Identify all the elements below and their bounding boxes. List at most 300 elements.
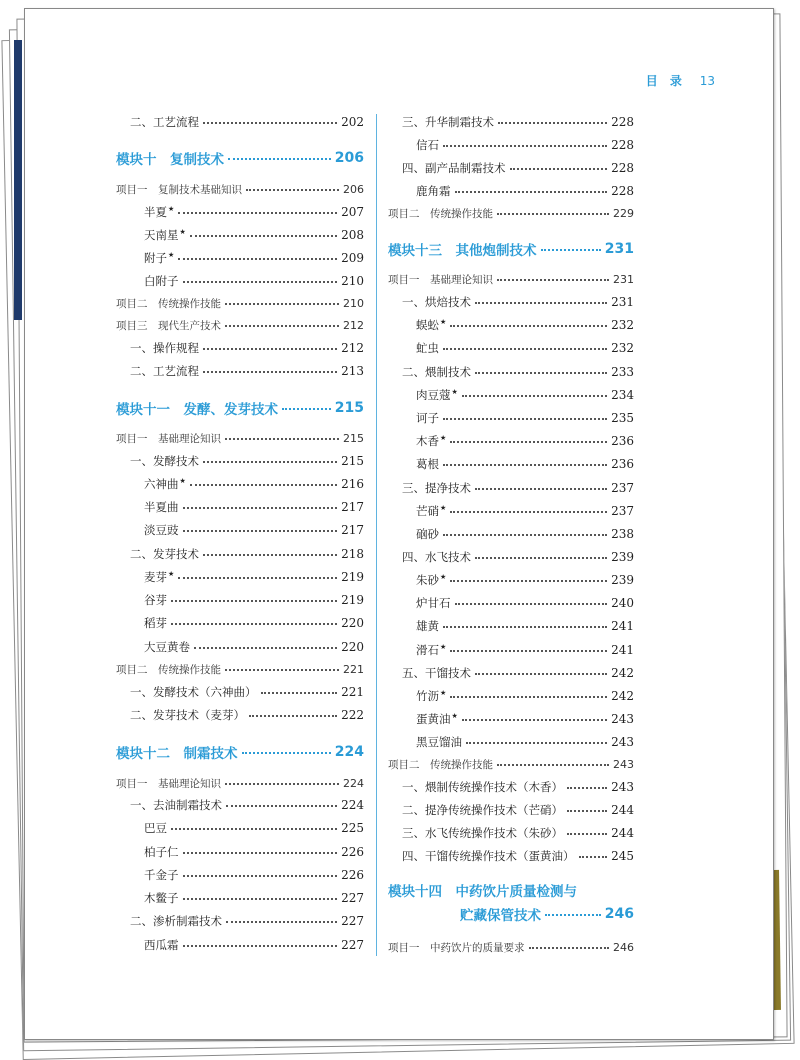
toc-entry-title xyxy=(116,569,174,585)
toc-entry[interactable] xyxy=(388,315,634,335)
toc-entry[interactable] xyxy=(388,663,634,683)
toc-entry-text: 附子 xyxy=(144,251,167,265)
dot-leader xyxy=(225,299,339,305)
toc-entry-text: 木鳖子 xyxy=(144,891,179,905)
star-icon: ★ xyxy=(440,689,447,698)
toc-entry[interactable] xyxy=(116,590,364,610)
toc-entry-title xyxy=(388,410,439,426)
dot-leader xyxy=(455,599,608,605)
toc-entry[interactable] xyxy=(388,338,634,358)
toc-entry[interactable] xyxy=(388,616,634,636)
toc-project-entry[interactable] xyxy=(116,315,364,335)
toc-entry-title xyxy=(388,665,471,681)
dot-leader xyxy=(226,801,337,807)
toc-entry[interactable] xyxy=(388,640,634,660)
toc-page-number: 239 xyxy=(611,550,634,564)
toc-page-number: 241 xyxy=(611,619,634,633)
toc-entry-title xyxy=(388,206,493,221)
dot-leader xyxy=(567,829,607,835)
toc-page-number: 231 xyxy=(613,272,634,286)
toc-page-number: 243 xyxy=(611,712,634,726)
toc-project-entry[interactable] xyxy=(116,428,364,448)
toc-entry[interactable] xyxy=(116,637,364,657)
toc-entry-text: 项目一 基础理论知识 xyxy=(116,777,221,790)
dot-leader xyxy=(443,622,607,628)
toc-page-number: 235 xyxy=(611,411,634,425)
toc-module-entry[interactable] xyxy=(116,146,364,170)
toc-entry[interactable] xyxy=(388,135,634,155)
toc-entry-title xyxy=(116,742,238,762)
toc-page-number: 237 xyxy=(611,481,634,495)
toc-entry-text: 蜈蚣 xyxy=(416,318,439,332)
toc-page-number: 215 xyxy=(334,400,364,416)
toc-entry-title xyxy=(116,296,221,311)
toc-page-number: 221 xyxy=(343,662,364,676)
toc-entry-title xyxy=(116,684,257,700)
toc-entry[interactable] xyxy=(116,497,364,517)
toc-entry-text: 鹿角霜 xyxy=(416,184,451,198)
toc-page-number: 245 xyxy=(611,849,634,863)
toc-entry-title xyxy=(388,114,494,130)
toc-module-entry[interactable] xyxy=(388,237,634,261)
toc-entry[interactable] xyxy=(388,362,634,382)
toc-entry-title xyxy=(388,480,471,496)
toc-project-entry[interactable] xyxy=(116,659,364,679)
dot-leader xyxy=(171,596,337,602)
toc-page-number: 233 xyxy=(611,365,634,379)
star-icon: ★ xyxy=(440,643,447,652)
toc-entry[interactable] xyxy=(388,408,634,428)
toc-entry-text: 雄黄 xyxy=(416,619,439,633)
toc-module-entry[interactable] xyxy=(116,396,364,420)
dot-leader xyxy=(171,824,337,830)
toc-entry[interactable] xyxy=(116,613,364,633)
dot-leader xyxy=(462,715,607,721)
toc-entry-title xyxy=(388,802,563,818)
star-icon: ★ xyxy=(168,205,175,214)
dot-leader xyxy=(450,507,607,513)
toc-entry-title xyxy=(116,476,186,492)
dot-leader xyxy=(183,526,338,532)
toc-entry-title xyxy=(388,317,446,333)
toc-entry-title xyxy=(116,776,221,791)
toc-entry-title xyxy=(388,711,458,727)
toc-entry[interactable] xyxy=(388,777,634,797)
toc-entry[interactable] xyxy=(388,709,634,729)
dot-leader xyxy=(497,209,609,215)
dot-leader xyxy=(203,118,337,124)
toc-entry[interactable] xyxy=(388,385,634,405)
toc-entry-text: 滑石 xyxy=(416,643,439,657)
toc-entry-text: 天南星 xyxy=(144,228,179,242)
dot-leader xyxy=(475,298,607,304)
toc-page-number: 226 xyxy=(341,845,364,859)
toc-entry-text: 一、烘焙技术 xyxy=(402,295,471,309)
toc-page-number: 243 xyxy=(611,780,634,794)
toc-entry-title xyxy=(116,340,199,356)
toc-entry[interactable] xyxy=(116,451,364,471)
dot-leader xyxy=(183,503,338,509)
dot-leader xyxy=(178,573,337,579)
dot-leader xyxy=(450,646,607,652)
toc-page-number: 237 xyxy=(611,504,634,518)
toc-page-number: 216 xyxy=(341,477,364,491)
dot-leader xyxy=(450,321,607,327)
toc-entry-title xyxy=(388,848,575,864)
toc-page-number: 234 xyxy=(611,388,634,402)
toc-entry-text: 蛋黄油 xyxy=(416,712,451,726)
toc-page-number: 236 xyxy=(611,457,634,471)
toc-page-number: 243 xyxy=(611,735,634,749)
toc-entry-text: 三、水飞传统操作技术（朱砂） xyxy=(402,826,563,840)
toc-entry[interactable] xyxy=(388,593,634,613)
toc-project-entry[interactable] xyxy=(116,773,364,793)
toc-entry-title xyxy=(116,867,179,883)
toc-project-entry[interactable] xyxy=(388,937,634,957)
star-icon: ★ xyxy=(440,434,447,443)
toc-page-number: 224 xyxy=(341,798,364,812)
star-icon: ★ xyxy=(179,477,186,486)
toc-project-entry[interactable] xyxy=(388,754,634,774)
toc-page-number: 238 xyxy=(611,527,634,541)
toc-page-number: 225 xyxy=(341,821,364,835)
dot-leader xyxy=(190,480,337,486)
dot-leader xyxy=(475,553,607,559)
toc-entry-title xyxy=(116,937,179,953)
toc-entry-title xyxy=(116,114,199,130)
toc-page-number: 218 xyxy=(341,547,364,561)
dot-leader xyxy=(183,894,338,900)
toc-page-number: 240 xyxy=(611,596,634,610)
star-icon: ★ xyxy=(440,318,447,327)
dot-leader xyxy=(545,910,601,916)
toc-entry-title xyxy=(116,913,222,929)
toc-entry-title xyxy=(116,844,179,860)
dot-leader xyxy=(225,434,339,440)
toc-entry-text: 项目二 传统操作技能 xyxy=(116,297,221,310)
dot-leader xyxy=(455,187,608,193)
toc-entry-title xyxy=(116,148,224,168)
toc-page-number: 208 xyxy=(341,228,364,242)
toc-page-number: 212 xyxy=(343,318,364,332)
toc-entry[interactable] xyxy=(388,686,634,706)
toc-entry[interactable] xyxy=(388,181,634,201)
toc-page-number: 202 xyxy=(341,115,364,129)
toc-entry-title xyxy=(388,456,439,472)
toc-page-number: 212 xyxy=(341,341,364,355)
dot-leader xyxy=(242,748,331,754)
toc-entry-text: 千金子 xyxy=(144,868,179,882)
header-title: 目 录 xyxy=(645,74,686,88)
toc-project-entry[interactable] xyxy=(388,203,634,223)
toc-entry[interactable] xyxy=(116,225,364,245)
dot-leader xyxy=(462,391,607,397)
toc-entry[interactable] xyxy=(388,292,634,312)
toc-page-number: 228 xyxy=(611,115,634,129)
toc-entry-title xyxy=(116,707,245,723)
toc-entry-text: 半夏曲 xyxy=(144,500,179,514)
star-icon: ★ xyxy=(179,228,186,237)
toc-entry[interactable] xyxy=(388,158,634,178)
toc-page-number: 228 xyxy=(611,161,634,175)
toc-entry-title xyxy=(388,137,439,153)
toc-entry[interactable] xyxy=(116,338,364,358)
dot-leader xyxy=(203,367,337,373)
toc-page-number: 210 xyxy=(343,296,364,310)
toc-entry[interactable] xyxy=(388,823,634,843)
dot-leader xyxy=(443,460,607,466)
toc-page-number: 219 xyxy=(341,593,364,607)
dot-leader xyxy=(475,484,607,490)
toc-entry-text: 二、提净传统操作技术（芒硝） xyxy=(402,803,563,817)
toc-entry-title xyxy=(388,433,446,449)
toc-entry-text: 二、渗析制霜技术 xyxy=(130,914,222,928)
toc-entry[interactable] xyxy=(388,732,634,752)
dot-leader xyxy=(190,231,337,237)
toc-entry-title xyxy=(116,546,199,562)
toc-page-number: 236 xyxy=(611,434,634,448)
toc-entry-title xyxy=(388,387,458,403)
toc-entry[interactable] xyxy=(116,705,364,725)
dot-leader xyxy=(497,760,609,766)
dot-leader xyxy=(282,404,331,410)
toc-entry[interactable] xyxy=(116,888,364,908)
toc-page-number: 228 xyxy=(611,138,634,152)
toc-entry-text: 麦芽 xyxy=(144,570,167,584)
toc-entry-text: 木香 xyxy=(416,434,439,448)
toc-entry-title xyxy=(388,160,506,176)
toc-project-entry[interactable] xyxy=(388,269,634,289)
dot-leader xyxy=(249,711,337,717)
toc-entry[interactable] xyxy=(388,547,634,567)
dot-leader xyxy=(225,665,339,671)
toc-entry-text: 一、发酵技术（六神曲） xyxy=(130,685,257,699)
toc-page-number: 243 xyxy=(613,757,634,771)
toc-entry-text: 模块十 复制技术 xyxy=(116,152,224,168)
toc-page-number: 239 xyxy=(611,573,634,587)
toc-entry-text: 二、发芽技术 xyxy=(130,547,199,561)
toc-entry-text: 谷芽 xyxy=(144,593,167,607)
dot-leader xyxy=(183,277,338,283)
dot-leader xyxy=(466,738,607,744)
toc-entry[interactable] xyxy=(116,911,364,931)
toc-entry-title xyxy=(388,294,471,310)
toc-entry[interactable] xyxy=(116,248,364,268)
toc-entry-text: 大豆黄卷 xyxy=(144,640,190,654)
dot-leader xyxy=(171,619,337,625)
toc-page-number: 244 xyxy=(611,826,634,840)
toc-entry[interactable] xyxy=(388,454,634,474)
toc-entry-title xyxy=(388,364,471,380)
toc-entry[interactable] xyxy=(116,842,364,862)
dot-leader xyxy=(225,779,339,785)
toc-entry-title xyxy=(116,639,190,655)
toc-entry-title xyxy=(388,340,439,356)
dot-leader xyxy=(497,275,609,281)
toc-page-number: 242 xyxy=(611,689,634,703)
dot-leader xyxy=(203,550,337,556)
dot-leader xyxy=(194,643,337,649)
toc-module-title-line1[interactable]: 模块十四 中药饮片质量检测与 xyxy=(388,884,577,900)
toc-entry-text: 炉甘石 xyxy=(416,596,451,610)
toc-entry-title xyxy=(116,797,222,813)
dot-leader xyxy=(203,457,337,463)
toc-entry-text: 虻虫 xyxy=(416,341,439,355)
toc-entry-title xyxy=(116,499,179,515)
toc-entry-text: 三、提净技术 xyxy=(402,481,471,495)
toc-entry-text: 模块十二 制霜技术 xyxy=(116,746,238,762)
dot-leader xyxy=(178,254,337,260)
toc-entry[interactable] xyxy=(116,795,364,815)
toc-entry-title xyxy=(388,183,451,199)
toc-entry[interactable] xyxy=(388,478,634,498)
toc-entry-title xyxy=(388,618,439,634)
toc-entry-title xyxy=(116,890,179,906)
dot-leader xyxy=(183,848,338,854)
star-icon: ★ xyxy=(168,570,175,579)
toc-entry[interactable] xyxy=(388,570,634,590)
toc-page-number: 210 xyxy=(341,274,364,288)
toc-entry-title xyxy=(116,453,199,469)
toc-module-entry[interactable] xyxy=(388,902,634,926)
dot-leader xyxy=(579,852,608,858)
toc-entry-text: 葛根 xyxy=(416,457,439,471)
dot-leader xyxy=(225,321,339,327)
toc-entry-title xyxy=(388,688,446,704)
toc-project-entry[interactable] xyxy=(116,293,364,313)
toc-entry[interactable] xyxy=(116,567,364,587)
toc-entry-text: 一、去油制霜技术 xyxy=(130,798,222,812)
toc-entry-text: 模块十一 发酵、发芽技术 xyxy=(116,402,278,418)
toc-entry-text: 半夏 xyxy=(144,205,167,219)
toc-entry-title xyxy=(116,522,179,538)
toc-entry-text: 一、操作规程 xyxy=(130,341,199,355)
toc-entry-title xyxy=(116,250,174,266)
toc-page-number: 215 xyxy=(341,454,364,468)
dot-leader xyxy=(567,806,607,812)
star-icon: ★ xyxy=(440,504,447,513)
toc-page-number: 227 xyxy=(341,914,364,928)
toc-entry-title xyxy=(116,273,179,289)
toc-entry-title xyxy=(116,398,278,418)
toc-entry[interactable] xyxy=(388,800,634,820)
toc-entry-text: 西瓜霜 xyxy=(144,938,179,952)
toc-entry-text: 诃子 xyxy=(416,411,439,425)
toc-entry-text: 三、升华制霜技术 xyxy=(402,115,494,129)
toc-page-number: 227 xyxy=(341,938,364,952)
toc-entry-text: 项目二 传统操作技能 xyxy=(388,758,493,771)
toc-entry-title xyxy=(116,592,167,608)
column-divider xyxy=(376,114,377,956)
toc-page-number: 220 xyxy=(341,640,364,654)
toc-entry-text: 白附子 xyxy=(144,274,179,288)
dot-leader xyxy=(450,576,607,582)
toc-entry-title xyxy=(116,227,186,243)
dot-leader xyxy=(178,208,337,214)
toc-page-number: 246 xyxy=(604,906,634,922)
dot-leader xyxy=(261,688,338,694)
toc-entry[interactable] xyxy=(116,682,364,702)
toc-entry[interactable] xyxy=(116,271,364,291)
toc-entry-title xyxy=(388,526,439,542)
toc-entry-title xyxy=(116,318,221,333)
toc-entry[interactable] xyxy=(116,935,364,955)
dot-leader xyxy=(228,154,331,160)
dot-leader xyxy=(450,692,607,698)
toc-entry[interactable] xyxy=(116,520,364,540)
dot-leader xyxy=(183,871,338,877)
toc-entry[interactable] xyxy=(116,474,364,494)
dot-leader xyxy=(510,164,608,170)
dot-leader xyxy=(443,141,607,147)
star-icon: ★ xyxy=(451,712,458,721)
dot-leader xyxy=(529,943,610,949)
toc-page-number: 246 xyxy=(613,940,634,954)
toc-page-number: 213 xyxy=(341,364,364,378)
dot-leader xyxy=(203,344,337,350)
toc-entry-title xyxy=(388,272,493,287)
toc-page-number: 227 xyxy=(341,891,364,905)
toc-entry[interactable] xyxy=(388,524,634,544)
toc-entry-text: 模块十三 其他炮制技术 xyxy=(388,243,537,259)
toc-entry[interactable] xyxy=(116,544,364,564)
toc-entry[interactable] xyxy=(116,865,364,885)
toc-entry-text: 竹沥 xyxy=(416,689,439,703)
toc-page-number: 226 xyxy=(341,868,364,882)
toc-page-number: 231 xyxy=(604,241,634,257)
toc-entry[interactable] xyxy=(388,501,634,521)
toc-entry-title xyxy=(116,431,221,446)
toc-page-number: 244 xyxy=(611,803,634,817)
toc-entry[interactable] xyxy=(388,431,634,451)
toc-entry[interactable] xyxy=(388,112,634,132)
toc-entry-text: 项目二 传统操作技能 xyxy=(116,663,221,676)
toc-entry-title xyxy=(388,503,446,519)
toc-entry[interactable] xyxy=(116,202,364,222)
toc-module-entry[interactable] xyxy=(116,740,364,764)
toc-page-number: 217 xyxy=(341,500,364,514)
header-page-number: 13 xyxy=(699,74,715,88)
toc-page-number: 232 xyxy=(611,341,634,355)
toc-entry[interactable] xyxy=(116,818,364,838)
toc-entry-text: 淡豆豉 xyxy=(144,523,179,537)
toc-entry[interactable] xyxy=(388,846,634,866)
toc-project-entry[interactable] xyxy=(116,179,364,199)
toc-entry[interactable] xyxy=(116,361,364,381)
toc-page-number: 224 xyxy=(343,776,364,790)
toc-entry[interactable] xyxy=(116,112,364,132)
toc-entry-text: 项目一 复制技术基础知识 xyxy=(116,183,242,196)
toc-entry-title xyxy=(116,615,167,631)
dot-leader xyxy=(475,368,607,374)
toc-page-number: 206 xyxy=(334,150,364,166)
dot-leader xyxy=(475,669,607,675)
toc-entry-title xyxy=(388,572,446,588)
toc-entry-text: 项目二 传统操作技能 xyxy=(388,207,493,220)
toc-page-number: 222 xyxy=(341,708,364,722)
toc-entry-title xyxy=(388,642,446,658)
toc-entry-title: 项目一 中药饮片的质量要求 xyxy=(388,941,525,954)
star-icon: ★ xyxy=(440,573,447,582)
toc-entry-text: 二、工艺流程 xyxy=(130,115,199,129)
toc-page-number: 215 xyxy=(343,431,364,445)
toc-page-number: 217 xyxy=(341,523,364,537)
toc-page-number: 242 xyxy=(611,666,634,680)
toc-entry-text: 四、水飞技术 xyxy=(402,550,471,564)
toc-page-number: 209 xyxy=(341,251,364,265)
toc-entry-text: 稻芽 xyxy=(144,616,167,630)
toc-entry-title xyxy=(388,825,563,841)
